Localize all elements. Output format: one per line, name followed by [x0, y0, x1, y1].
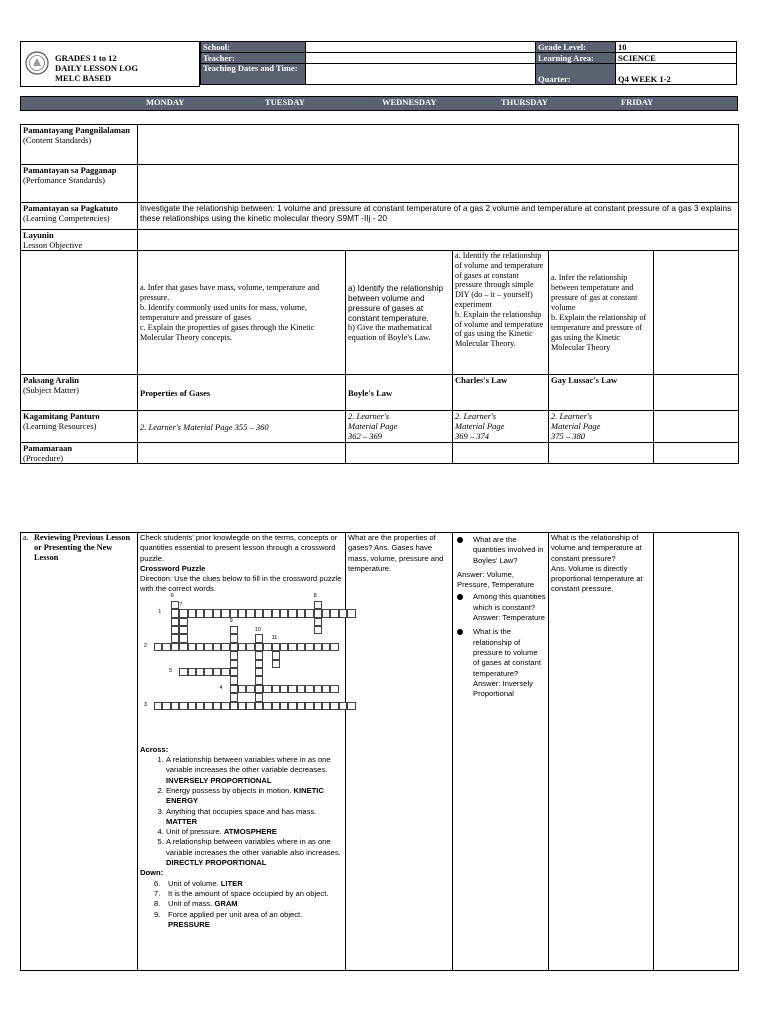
crossword-cell: [280, 685, 288, 693]
crossword-cell: [322, 702, 330, 710]
crossword-cell: [314, 626, 322, 634]
across-list: [140, 755, 343, 868]
review-label-number: a.: [23, 533, 29, 542]
thu-question: What is the relationship of volume and temperature at constant pressure?: [551, 533, 642, 563]
review-thursday: [549, 533, 654, 971]
crossword-cell: [188, 609, 196, 617]
subject-thursday: Gay Lussac's Law: [549, 375, 654, 411]
crossword-cell: [230, 693, 238, 701]
crossword-cell: [213, 643, 221, 651]
crossword-number-7: 7: [179, 601, 183, 608]
crossword-cell: [246, 685, 254, 693]
crossword-cell: [314, 702, 322, 710]
crossword-cell: [179, 618, 187, 626]
crossword-cell: [314, 685, 322, 693]
crossword-cell: [280, 609, 288, 617]
teacher-label: Teacher:: [201, 53, 306, 64]
crossword-cell: [280, 702, 288, 710]
school-value: [306, 42, 536, 53]
crossword-cell: [221, 609, 229, 617]
review-label: Reviewing Previous Lesson or Presenting the New Lesson: [33, 533, 131, 562]
down-clue-8: 8. Unit of mass. GRAM: [154, 899, 238, 909]
resources-tuesday: 2. Learner's Material Page 362 – 369: [346, 411, 453, 443]
procedure-tuesday: [346, 443, 453, 464]
wed-question-2: Among this quantities which is constant?: [473, 592, 546, 612]
crossword-cell: [263, 685, 271, 693]
review-tuesday: What are the properties of gases? Ans. Gases have mass, volume, pressure and temperature.: [346, 533, 453, 971]
down-clue-9: 9. Force applied per unit area of an object. PRESSURE: [154, 909, 303, 929]
subject-friday: [654, 375, 739, 411]
across-title: Across:: [140, 744, 169, 754]
crossword-cell: [196, 609, 204, 617]
crossword-cell: [204, 609, 212, 617]
dates-value: [306, 64, 536, 85]
crossword-cell: [230, 676, 238, 684]
crossword-cell: [246, 643, 254, 651]
across-clue-2: 2. Energy possess by objects in motion. KINETIC ENERGY: [166, 786, 343, 807]
crossword-cell: [288, 685, 296, 693]
crossword-cell: [204, 668, 212, 676]
objectives-wednesday: a. Identify the relationship of volume and temperature of gases at constant pressure through simple DIY (do – it – yourself) experiment b. Explain the relationship of volume and temperature of gas using the Kinetic Molecular Theory.: [453, 251, 549, 375]
crossword-cell: [255, 685, 263, 693]
day-friday: FRIDAY: [621, 97, 654, 107]
crossword-cell: [213, 702, 221, 710]
resources-friday: [654, 411, 739, 443]
puzzle-direction: Direction: Use the clues below to fill in the crossword puzzle with the correct words.: [140, 574, 342, 594]
crossword-cell: [255, 660, 263, 668]
wed-question-1: What are the quantities involved in Boyles' Law?: [473, 535, 544, 565]
crossword-cell: [179, 668, 187, 676]
performance-standards-cell: [138, 165, 739, 203]
crossword-cell: [339, 609, 347, 617]
down-clue-6: 6. Unit of volume. LITER: [154, 878, 243, 888]
crossword-cell: [272, 651, 280, 659]
crossword-cell: [238, 702, 246, 710]
objectives-friday: [654, 251, 739, 375]
across-clue-3: 3. Anything that occupies space and has mass. MATTER: [166, 807, 343, 828]
crossword-cell: [196, 702, 204, 710]
crossword-cell: [171, 643, 179, 651]
crossword-cell: [171, 626, 179, 634]
review-wednesday: [453, 533, 549, 971]
review-label-cell: [21, 533, 138, 971]
crossword-cell: [188, 702, 196, 710]
crossword-cell: [280, 643, 288, 651]
row-resources: Kagamitang Panturo (Learning Resources): [21, 411, 138, 443]
crossword-cell: [196, 643, 204, 651]
crossword-cell: [263, 702, 271, 710]
crossword-cell: [272, 685, 280, 693]
puzzle-title: Crossword Puzzle: [140, 563, 206, 573]
crossword-cell: [255, 634, 263, 642]
crossword-cell: [297, 643, 305, 651]
lesson-table: [20, 124, 739, 464]
row-objective: Layunin Lesson Objective: [21, 230, 138, 251]
objectives-label-cell: [21, 251, 138, 375]
crossword-cell: [171, 618, 179, 626]
header-left: [20, 41, 200, 87]
row-content-standards: Pamantayang Pangnilalaman (Content Standards): [21, 125, 138, 165]
crossword-cell: [171, 634, 179, 642]
crossword-grid: [140, 595, 343, 745]
subject-monday: Properties of Gases: [138, 375, 346, 411]
crossword-cell: [314, 609, 322, 617]
procedure-friday: [654, 443, 739, 464]
crossword-cell: [213, 609, 221, 617]
crossword-cell: [297, 609, 305, 617]
row-procedure: Pamamaraan (Procedure): [21, 443, 138, 464]
crossword-cell: [322, 685, 330, 693]
crossword-cell: [263, 643, 271, 651]
crossword-cell: [272, 643, 280, 651]
crossword-cell: [179, 643, 187, 651]
crossword-cell: [221, 702, 229, 710]
down-clue-7: 7. It is the amount of space occupied by an object.: [154, 888, 329, 898]
crossword-cell: [255, 651, 263, 659]
crossword-number-3: 3: [143, 701, 147, 708]
down-list: [140, 879, 343, 930]
deped-seal-icon: [25, 51, 49, 75]
thu-answer: Ans. Volume is directly proportional temperature at constant pressure.: [551, 563, 643, 594]
crossword-cell: [221, 643, 229, 651]
crossword-cell: [339, 702, 347, 710]
crossword-cell: [330, 643, 338, 651]
review-monday: [138, 533, 346, 971]
crossword-cell: [179, 702, 187, 710]
days-bar: [20, 96, 738, 111]
crossword-cell: [314, 618, 322, 626]
procedure-thursday: [549, 443, 654, 464]
crossword-cell: [272, 660, 280, 668]
crossword-cell: [272, 609, 280, 617]
crossword-cell: [305, 643, 313, 651]
crossword-number-9: 9: [229, 618, 233, 625]
crossword-cell: [230, 643, 238, 651]
wed-answer-3: Answer: Inversely Proportional: [473, 678, 533, 699]
subject-wednesday: Charles's Law: [453, 375, 549, 411]
crossword-cell: [238, 609, 246, 617]
crossword-cell: [179, 634, 187, 642]
header-line-2: DAILY LESSON LOG: [55, 63, 138, 73]
crossword-cell: [305, 609, 313, 617]
grade-label: Grade Level:: [536, 42, 616, 53]
crossword-cell: [322, 643, 330, 651]
crossword-cell: [162, 702, 170, 710]
crossword-cell: [238, 685, 246, 693]
crossword-cell: [330, 702, 338, 710]
crossword-cell: [179, 626, 187, 634]
crossword-cell: [272, 702, 280, 710]
crossword-cell: [255, 702, 263, 710]
header-line-3: MELC BASED: [55, 73, 111, 83]
puzzle-intro: Check students' prior knowlegde on the terms, concepts or quantities essential to present lesson through a crossword puzzle.: [140, 533, 338, 563]
crossword-cell: [255, 693, 263, 701]
content-standards-cell: [138, 125, 739, 165]
crossword-cell: [305, 702, 313, 710]
review-friday: [654, 533, 739, 971]
row-subject-matter: Paksang Aralin (Subject Matter): [21, 375, 138, 411]
header-info-table: [200, 41, 737, 85]
procedure-wednesday: [453, 443, 549, 464]
objectives-monday: a. Infer that gases have mass, volume, temperature and pressure. b. Identify commonly used units for mass, volume, temperature and pressure of gases c. Explain the properties of gases through the Kinetic Molecular Theory concepts.: [138, 251, 346, 375]
subject-tuesday: Boyle's Law: [346, 375, 453, 411]
crossword-number-8: 8: [313, 593, 317, 600]
crossword-cell: [255, 643, 263, 651]
resources-thursday: 2. Learner's Material Page 375 – 380: [549, 411, 654, 443]
crossword-cell: [314, 601, 322, 609]
crossword-cell: [314, 643, 322, 651]
objectives-tuesday: a) Identify the relationship between volume and pressure of gases at constant temperature. b) Give the mathematical equation of Boyle's Law.: [346, 251, 453, 375]
teacher-value: [306, 53, 536, 64]
day-monday: MONDAY: [146, 97, 185, 107]
wed-question-3: What is the relationship of pressure to volume of gases at constant temperature?: [473, 627, 541, 678]
crossword-cell: [154, 643, 162, 651]
bullet-icon: [457, 629, 463, 635]
resources-wednesday: 2. Learner's Material Page 369 – 374: [453, 411, 549, 443]
day-wednesday: WEDNESDAY: [382, 97, 437, 107]
crossword-cell: [230, 685, 238, 693]
crossword-cell: [213, 668, 221, 676]
crossword-number-1: 1: [158, 609, 162, 616]
crossword-cell: [330, 609, 338, 617]
crossword-cell: [255, 676, 263, 684]
bullet-icon: [457, 594, 463, 600]
crossword-cell: [347, 609, 355, 617]
quarter-value: Q4 WEEK 1-2: [616, 64, 737, 85]
crossword-cell: [179, 609, 187, 617]
school-label: School:: [201, 42, 306, 53]
crossword-cell: [305, 685, 313, 693]
crossword-cell: [221, 668, 229, 676]
crossword-cell: [288, 643, 296, 651]
crossword-cell: [288, 609, 296, 617]
crossword-cell: [171, 601, 179, 609]
crossword-cell: [230, 626, 238, 634]
grade-value: 10: [616, 42, 737, 53]
crossword-cell: [230, 634, 238, 642]
crossword-number-4: 4: [219, 684, 223, 691]
crossword-number-5: 5: [169, 667, 173, 674]
quarter-label: Quarter:: [536, 64, 616, 85]
crossword-number-11: 11: [271, 635, 278, 642]
across-clue-1: 1. A relationship between variables where in as one variable increases the other variable decreases. INVERSELY PROPORTIONAL: [166, 755, 343, 786]
resources-monday: 2. Learner's Material Page 355 – 360: [138, 411, 346, 443]
crossword-cell: [230, 660, 238, 668]
crossword-cell: [230, 702, 238, 710]
wed-answer-1: Answer: Volume, Pressure, Temperature: [457, 569, 535, 590]
crossword-cell: [188, 668, 196, 676]
competencies-text: Investigate the relationship between: 1 volume and pressure at constant temperature of a gas 2 volume and temperature at constant pressure of a gas 3 explains these relationships using the kinetic molecular theory S9MT -IIj - 20: [138, 203, 739, 230]
crossword-cell: [255, 668, 263, 676]
day-thursday: THURSDAY: [501, 97, 548, 107]
down-title: Down:: [140, 868, 164, 878]
review-table: [20, 532, 739, 971]
row-competencies: Pamantayan sa Pagkatuto (Learning Competencies): [21, 203, 138, 230]
crossword-cell: [238, 643, 246, 651]
row-performance-standards: Pamantayan sa Pagganap (Perfomance Standards): [21, 165, 138, 203]
bullet-icon: [457, 537, 463, 543]
wed-answer-2: Answer: Temperature: [473, 613, 546, 623]
crossword-cell: [154, 702, 162, 710]
objectives-thursday: a. Infer the relationship between temperature and pressure of gas at constant volume b. Explain the relationship of temperature and pressure of gas using the Kinetic Molecular Theory: [549, 251, 654, 375]
crossword-cell: [255, 609, 263, 617]
crossword-cell: [297, 702, 305, 710]
crossword-cell: [204, 702, 212, 710]
crossword-cell: [230, 651, 238, 659]
crossword-cell: [196, 668, 204, 676]
day-tuesday: TUESDAY: [265, 97, 305, 107]
crossword-cell: [297, 685, 305, 693]
crossword-number-6: 6: [170, 593, 174, 600]
crossword-cell: [204, 643, 212, 651]
crossword-cell: [162, 643, 170, 651]
crossword-number-10: 10: [254, 626, 261, 633]
crossword-cell: [171, 702, 179, 710]
crossword-cell: [288, 702, 296, 710]
crossword-cell: [230, 668, 238, 676]
header-line-1: GRADES 1 to 12: [55, 53, 117, 63]
crossword-cell: [188, 643, 196, 651]
across-clue-5: 5. A relationship between variables where in as one variable increases the other variable also increases. DIRECTLY PROPORTIONAL: [166, 837, 343, 868]
crossword-cell: [246, 702, 254, 710]
crossword-number-2: 2: [143, 642, 147, 649]
area-label: Learning Area:: [536, 53, 616, 64]
dates-label: Teaching Dates and Time:: [201, 64, 306, 85]
crossword-cell: [322, 609, 330, 617]
area-value: SCIENCE: [616, 53, 737, 64]
crossword-cell: [263, 609, 271, 617]
across-clue-4: 4. Unit of pressure. ATMOSPHERE: [166, 827, 343, 837]
procedure-monday: [138, 443, 346, 464]
crossword-cell: [330, 685, 338, 693]
crossword-cell: [171, 609, 179, 617]
objective-cell: [138, 230, 739, 251]
crossword-cell: [347, 702, 355, 710]
crossword-cell: [246, 609, 254, 617]
